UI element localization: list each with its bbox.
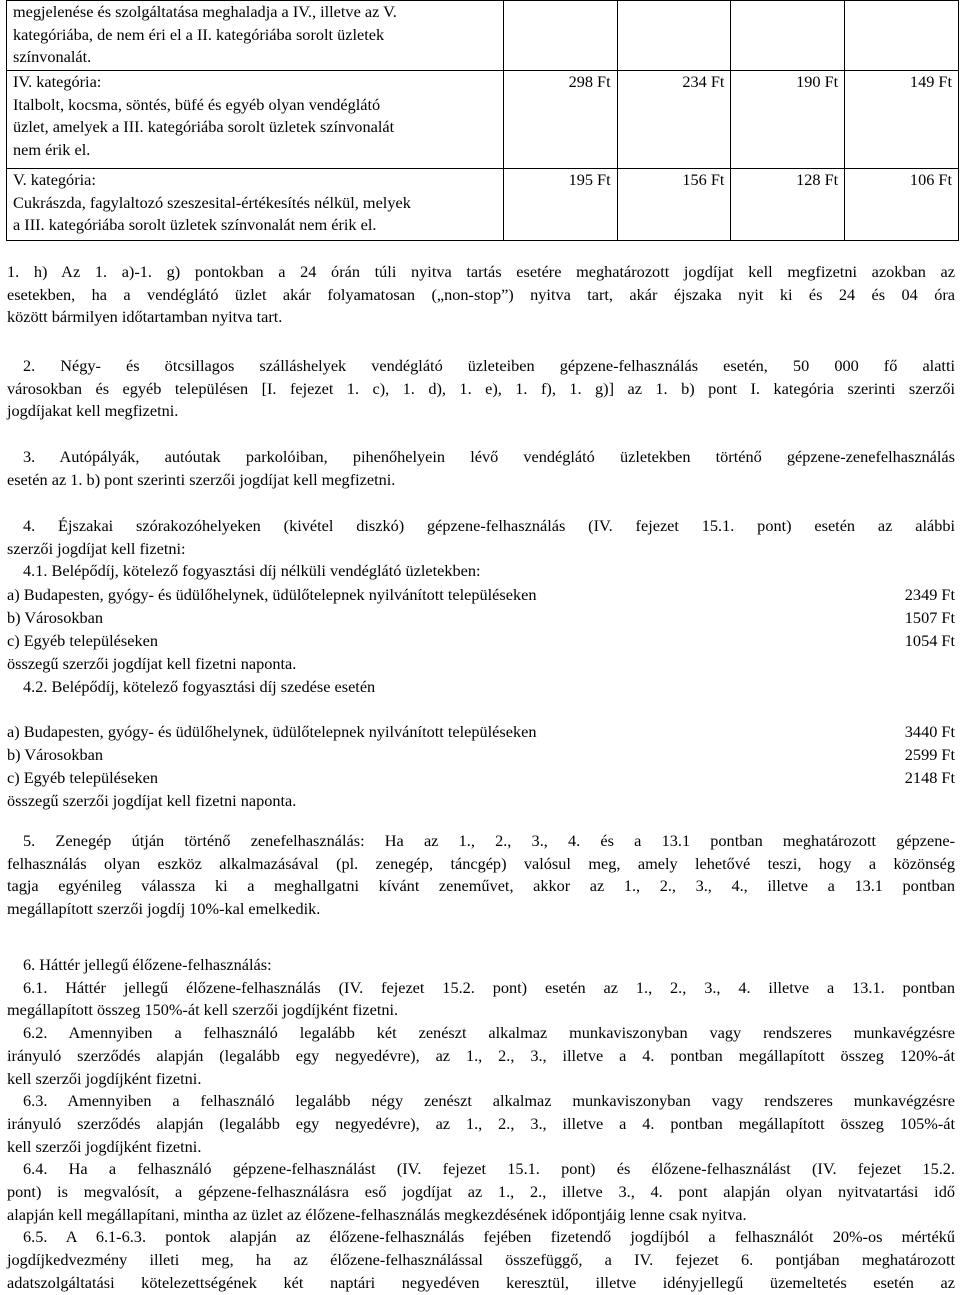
text-line: szerzői jogdíjat kell fizetni: [7, 538, 186, 558]
text-line: 1. h) Az 1. a)-1. g) pontokban a 24 órán túli nyitva tartás esetére meghatározott jogdíjat kell megfizetni azokban az [7, 262, 955, 281]
table-cell-description [7, 1, 504, 71]
table-cell-price: 106 Ft [845, 169, 959, 241]
text-line: megállapított összeg 150%-át kell szerzői jogdíjként fizetni. [7, 1000, 399, 1020]
text-line: 6.4. Ha a felhasználó gépzene-felhasználást (IV. fejezet 15.1. pont) és élőzene-felhasználást (IV. fejezet 15.2. [23, 1159, 955, 1179]
subsection-title: 4.2. Belépődíj, kötelező fogyasztási díj szedése esetén [23, 677, 376, 696]
fee-value: 1054 Ft [904, 631, 955, 650]
paragraph-3 [7, 446, 955, 491]
category-heading: IV. kategória: [13, 72, 102, 91]
fee-value: 2599 Ft [904, 745, 955, 764]
fee-value: 2148 Ft [904, 768, 955, 787]
text-line: irányuló szerződés alapján (legalább egy negyedévre), az 1., 2., 3., illetve a 4. pontban megállapított összeg 120%-át [7, 1045, 955, 1065]
table-cell-price: 234 Ft [617, 71, 731, 169]
fee-label: c) Egyéb településeken [7, 631, 158, 650]
text-line: a III. kategóriába sorolt üzletek színvonalát nem érik el. [13, 215, 377, 235]
text-line: üzlet, amelyek a III. kategóriába sorolt üzletek színvonalát [13, 117, 395, 137]
text-line: tagja egyénileg válassza ki a meghallgatni kívánt zeneművet, akkor az 1., 2., 3., 4., illetve a 13.1 pontban [7, 876, 955, 896]
table-cell-price [503, 1, 617, 71]
fee-footer-row [7, 790, 955, 812]
table-row [7, 169, 959, 241]
text-line: 6.2. Amennyiben a felhasználó legalább két zenészt alkalmaz munkaviszonyban vagy rendszeres munkavégzésre [23, 1023, 955, 1043]
text-line: pont) is megvalósít, a gépzene-felhasználásra eső jogdíjat az 1., 2., illetve 3., 4. pont alapján olyan nyitvatartási idő [7, 1182, 955, 1202]
text-line: 4. Éjszakai szórakozóhelyeken (kivétel diszkó) gépzene-felhasználás (IV. fejezet 15.1. pont) esetén az alábbi [23, 516, 955, 535]
subsection-row [7, 676, 955, 698]
fee-label: b) Városokban [7, 745, 104, 764]
category-heading: V. kategória: [13, 170, 96, 189]
fee-footer: összegű szerzői jogdíjat kell fizetni naponta. [7, 791, 297, 810]
fee-row [7, 607, 955, 629]
table-row [7, 71, 959, 169]
text-line: Cukrászda, fagylaltozó szeszesital-értékesítés nélkül, melyek [13, 192, 411, 212]
text-line: 3. Autópályák, autóutak parkolóiban, pihenőhelyein lévő vendéglátó üzletekben történő gépzene-zenefelhasználás [23, 447, 955, 466]
fee-value: 2349 Ft [904, 585, 955, 604]
text-line: 6.5. A 6.1-6.3. pontok alapján az élőzene-felhasználás fejében fizetendő jogdíjból a felhasználót 20%-os mértékű [23, 1227, 955, 1247]
paragraph-4 [7, 515, 955, 583]
text-line: felhasználás olyan eszköz alkalmazásával (pl. zenegép, táncgép) valósul meg, amely lehetővé teszi, hogy a közönség [7, 853, 955, 873]
fee-row [7, 744, 955, 766]
text-line: 5. Zenegép útján történő zenefelhasználás: Ha az 1., 2., 3., 4. és a 13.1 pontban meghatározott gépzene- [23, 831, 955, 850]
text-line: megjelenése és szolgáltatása meghaladja a IV., illetve az V. [13, 2, 397, 21]
table-cell-price: 149 Ft [845, 71, 959, 169]
paragraph-1 [7, 261, 955, 329]
table-cell-price [617, 1, 731, 71]
table-cell-price [731, 1, 845, 71]
section-title: 6. Háttér jellegű élőzene-felhasználás: [23, 955, 272, 974]
text-line: színvonalát. [13, 47, 92, 67]
fee-value: 3440 Ft [904, 722, 955, 741]
fee-footer: összegű szerzői jogdíjat kell fizetni naponta. [7, 654, 297, 673]
text-line: kell szerzői jogdíjként fizetni. [7, 1136, 202, 1156]
text-line: kell szerzői jogdíjként fizetni. [7, 1068, 202, 1088]
table-cell-description [7, 71, 504, 169]
fee-row [7, 630, 955, 652]
table-cell-description [7, 169, 504, 241]
text-line: jogdíjkedvezmény illeti meg, ha az élőzene-felhasználással összefüggő, a IV. fejezet 6. pontjában meghatározott [7, 1250, 955, 1270]
paragraph-5 [7, 830, 955, 921]
table-cell-price: 190 Ft [731, 71, 845, 169]
text-line: városokban és egyéb településen [I. fejezet 1. c), 1. d), 1. e), 1. f), 1. g)] az 1. b) pont I. kategória szerinti szerzői [7, 378, 955, 398]
fee-label: c) Egyéb településeken [7, 768, 158, 787]
text-line: között bármilyen időtartamban nyitva tart. [7, 307, 283, 327]
table-cell-price [845, 1, 959, 71]
text-line: esetén az 1. b) pont szerinti szerzői jogdíjat kell megfizetni. [7, 469, 396, 489]
text-line: 2. Négy- és ötcsillagos szálláshelyek vendéglátó üzleteiben gépzene-felhasználás esetén, 50 000 fő alatti [23, 356, 955, 375]
table-row [7, 1, 959, 71]
fee-label: a) Budapesten, gyógy- és üdülőhelynek, üdülőtelepnek nyilvánított településeken [7, 722, 537, 741]
text-line: megállapított szerzői jogdíj 10%-kal emelkedik. [7, 899, 321, 919]
fee-footer-row [7, 653, 955, 675]
fee-row [7, 721, 955, 743]
text-line: 6.3. Amennyiben a felhasználó legalább négy zenészt alkalmaz munkaviszonyban vagy rendszeres munkavégzésre [23, 1091, 955, 1111]
fee-table [6, 0, 959, 241]
paragraph-6 [7, 954, 955, 1295]
text-line: esetekben, ha a vendéglátó üzlet akár folyamatosan („non-stop”) nyitva tart, akár éjszaka nyit ki és 24 és 04 óra [7, 284, 955, 304]
text-line: irányuló szerződés alapján (legalább egy negyedévre), az 1., 2., 3., illetve a 4. pontban megállapított összeg 105%-át [7, 1113, 955, 1133]
text-line: nem érik el. [13, 140, 91, 160]
fee-row [7, 584, 955, 606]
text-line: jogdíjakat kell megfizetni. [7, 401, 179, 421]
text-line: alapján kell megállapítani, mintha az üzlet az élőzene-felhasználás megkezdésének időpontjáig lenne csak nyitva. [7, 1204, 747, 1224]
fee-value: 1507 Ft [904, 608, 955, 627]
table-cell-price: 195 Ft [503, 169, 617, 241]
text-line: adatszolgáltatási kötelezettségének két naptári negyedéven keresztül, illetve idényjellegű üzemeltetés esetén az [7, 1272, 955, 1292]
subsection-title: 4.1. Belépődíj, kötelező fogyasztási díj nélküli vendéglátó üzletekben: [23, 561, 481, 581]
text-line: Italbolt, kocsma, söntés, büfé és egyéb olyan vendéglátó [13, 94, 381, 114]
fee-label: a) Budapesten, gyógy- és üdülőhelynek, üdülőtelepnek nyilvánított településeken [7, 585, 537, 604]
fee-label: b) Városokban [7, 608, 104, 627]
table-cell-price: 156 Ft [617, 169, 731, 241]
text-line: kategóriába, de nem éri el a II. kategóriába sorolt üzletek [13, 24, 385, 44]
table-cell-price: 298 Ft [503, 71, 617, 169]
paragraph-2 [7, 355, 955, 423]
table-cell-price: 128 Ft [731, 169, 845, 241]
text-line: 6.1. Háttér jellegű élőzene-felhasználás (IV. fejezet 15.2. pont) esetén az 1., 2., 3., 4. illetve a 13.1. pontban [23, 977, 955, 997]
fee-row [7, 767, 955, 789]
